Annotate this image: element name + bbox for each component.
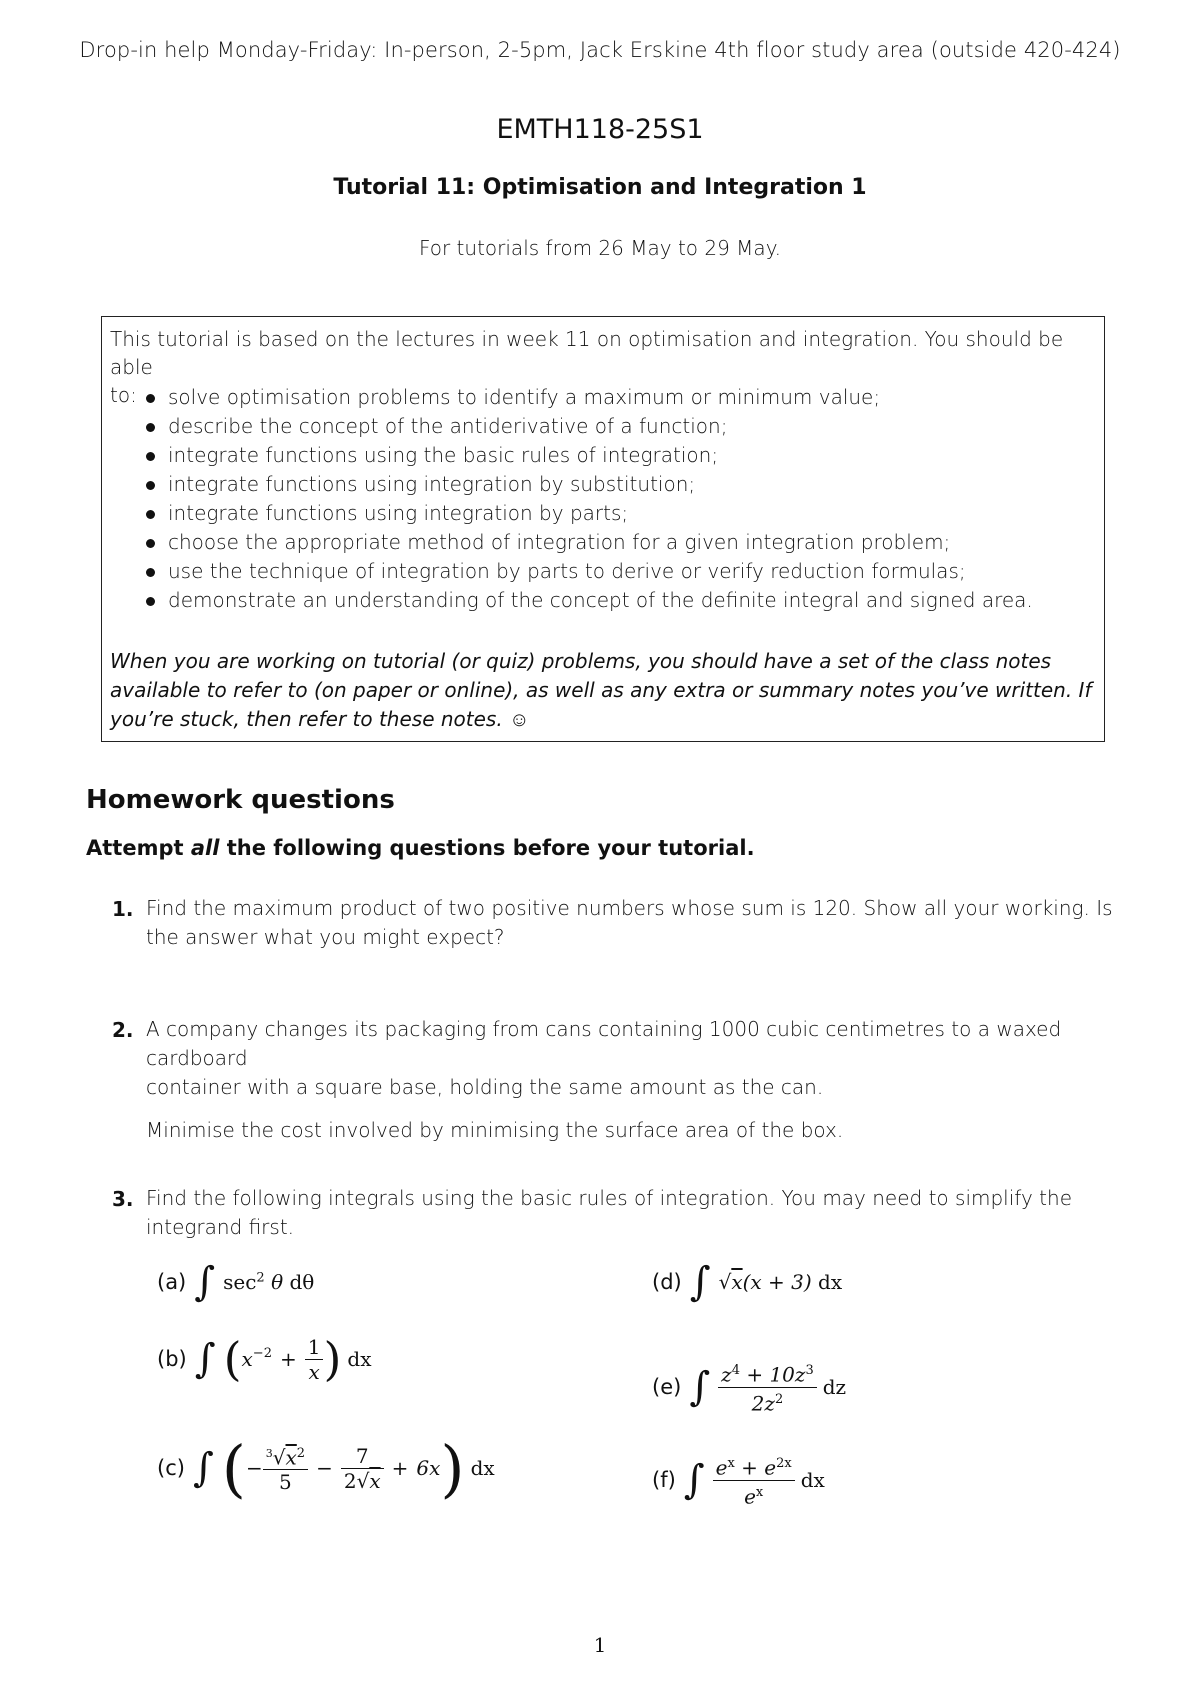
bullet-icon bbox=[146, 394, 155, 403]
tutorial-dates: For tutorials from 26 May to 29 May. bbox=[418, 236, 782, 260]
bullet-icon bbox=[146, 423, 155, 432]
integral-c: (c) ∫ ( − $\frac{^3√x^2}{5}$ − $\frac{7}{2√x}$ + 6x ) dx bbox=[157, 1431, 495, 1505]
question-2-text: A company changes its packaging from cans containing 1000 cubic centimetres to a waxed cardboard container with a square base, holding the same amount as the can. Minimise the cost involved by minimising the surface area of the box. bbox=[146, 1017, 1062, 1142]
outcome-item: choose the appropriate method of integration for a given integration problem; bbox=[110, 528, 1095, 557]
homework-heading: Homework questions bbox=[86, 785, 395, 815]
integral-e: (e) ∫ $\frac{z^4 + 10z^3}{2z^2}$ dz bbox=[652, 1355, 846, 1419]
question-3-text: Find the following integrals using the basic rules of integration. You may need to simplify the integrand first. bbox=[146, 1186, 1072, 1239]
page-number: 1 bbox=[593, 1633, 607, 1657]
question-1-text: Find the maximum product of two positive numbers whose sum is 120. Show all your working. Is the answer what you might expect? bbox=[146, 896, 1113, 949]
outcome-item: use the technique of integration by parts to derive or verify reduction formulas; bbox=[110, 557, 1095, 586]
bullet-icon bbox=[146, 539, 155, 548]
bullet-icon bbox=[146, 510, 155, 519]
question-3-number: 3. bbox=[112, 1187, 134, 1211]
integral-d: (d) ∫ √x(x + 3) dx bbox=[652, 1259, 843, 1305]
question-1-number: 1. bbox=[112, 897, 134, 921]
outcome-item: integrate functions using the basic rules of integration; bbox=[110, 441, 1095, 470]
drop-in-help-note: Drop-in help Monday-Friday: In-person, 2-5pm, Jack Erskine 4th floor study area (outside 420-424) bbox=[79, 38, 1121, 62]
outcome-item: demonstrate an understanding of the concept of the definite integral and signed area. bbox=[110, 586, 1095, 615]
class-notes-reminder: When you are working on tutorial (or quiz) problems, you should have a set of the class notes available to refer to (on paper or online), as well as any extra or summary notes you’ve written. If you’re stuck, then refer to these notes. ☺ bbox=[110, 649, 1092, 731]
outcome-item: integrate functions using integration by parts; bbox=[110, 499, 1095, 528]
learning-objectives-box bbox=[101, 316, 1105, 742]
question-2-number: 2. bbox=[112, 1018, 134, 1042]
integral-b: (b) ∫ ( x $^{-2}$ + $\frac{1}{x}$ ) dx bbox=[157, 1332, 372, 1386]
bullet-icon bbox=[146, 481, 155, 490]
tutorial-title: Tutorial 11: Optimisation and Integration 1 bbox=[333, 175, 867, 200]
objectives-intro: This tutorial is based on the lectures in week 11 on optimisation and integration. You should be able to: bbox=[110, 327, 1064, 407]
outcome-item: solve optimisation problems to identify a maximum or minimum value; bbox=[110, 383, 1095, 412]
bullet-icon bbox=[146, 568, 155, 577]
bullet-icon bbox=[146, 597, 155, 606]
outcome-item: describe the concept of the antiderivative of a function; bbox=[110, 412, 1095, 441]
integral-a: (a) ∫ $\sec^2 \theta$ dθ bbox=[157, 1259, 315, 1305]
outcome-item: integrate functions using integration by substitution; bbox=[110, 470, 1095, 499]
outcomes-list bbox=[110, 383, 1095, 615]
bullet-icon bbox=[146, 452, 155, 461]
homework-instruction: Attempt all the following questions before your tutorial. bbox=[86, 836, 755, 860]
smiley-icon: ☺ bbox=[509, 707, 530, 731]
course-code: EMTH118-25S1 bbox=[496, 114, 704, 145]
integral-f: (f) ∫ $\frac{e^x + e^{2x}}{e^x}$ dx bbox=[652, 1448, 825, 1512]
